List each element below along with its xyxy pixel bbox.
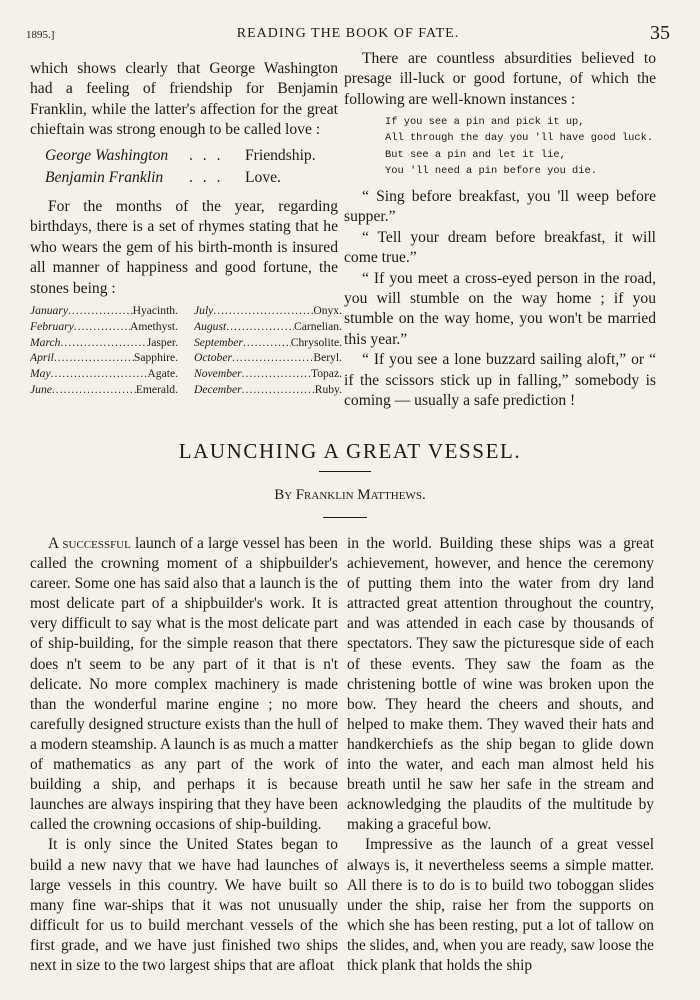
birthstone-stone: Agate. (147, 367, 178, 381)
leader-dots (60, 335, 146, 351)
birthstone-stone: Chrysolite. (290, 335, 342, 349)
leader-dots (213, 303, 313, 319)
friendship-value: Friendship. (245, 147, 316, 164)
birthstone-table (30, 303, 342, 398)
birthstone-stone: Sapphire. (133, 351, 178, 365)
saying: “ Sing before breakfast, you 'll weep before supper.” (344, 188, 656, 226)
birthstone-stone: Beryl. (313, 351, 342, 365)
birthstone-month: July (194, 304, 214, 317)
absurdities-intro: There are countless absurdities believed to presage ill-luck or good fortune, of which the following are well-known instances : (344, 50, 656, 108)
friendship-row (45, 145, 325, 167)
birthstone-month: April (30, 351, 54, 365)
saying: “ Tell your dream before breakfast, it will come true.” (344, 228, 656, 267)
birthstone-cell (194, 319, 342, 335)
birthstone-row (30, 303, 342, 319)
byline-rule (323, 517, 367, 518)
upper-right-intro (344, 49, 656, 110)
birthstone-stone: Jasper. (146, 335, 178, 349)
birthstone-cell (194, 303, 342, 319)
article-title: LAUNCHING A GREAT VESSEL. (178, 439, 522, 463)
leader-dots (242, 366, 311, 382)
birthstone-cell (30, 319, 178, 335)
header-title: READING THE BOOK OF FATE. (236, 26, 460, 41)
pin-rhyme (385, 114, 653, 180)
birthstone-intro: For the months of the year, regarding birthdays, there is a set of rhymes stating that he who wears the gem of his birth-month is insured all manner of happiness and good fortune, the stones being : (30, 198, 338, 297)
birthstone-cell (30, 350, 178, 366)
birthstone-cell (30, 366, 178, 382)
title-rule (319, 471, 371, 472)
friendship-dots: . . . (189, 169, 224, 186)
lead-caps: A successful (48, 535, 131, 552)
friendship-value: Love. (245, 169, 281, 186)
poem-line: If you see a pin and pick it up, (385, 116, 585, 128)
birthstone-month: November (194, 367, 242, 381)
birthstone-row (30, 382, 342, 398)
birthstone-row (30, 335, 342, 351)
poem-line: You 'll need a pin before you die. (385, 165, 598, 178)
birthstone-stone: Hyacinth. (132, 304, 178, 317)
birthstone-month: October (194, 351, 232, 365)
birthstone-month: December (194, 382, 242, 396)
author-name: Franklin Matthews. (295, 487, 426, 503)
leader-dots (54, 350, 134, 366)
running-header (26, 22, 670, 50)
header-date: 1895.] (26, 29, 55, 41)
birthstone-cell (194, 350, 342, 366)
article-column-right (347, 534, 654, 976)
birthstone-stone: Emerald. (135, 382, 178, 396)
birthstone-stone: Carnelian. (294, 319, 342, 333)
leader-dots (232, 350, 313, 366)
article-paragraph (30, 534, 338, 835)
friendship-name: George Washington (45, 147, 169, 164)
sayings-block (344, 187, 656, 411)
birthstone-month: May (30, 367, 51, 381)
friendship-row (45, 167, 325, 189)
birthstone-row (30, 319, 342, 335)
birthstone-cell (194, 382, 342, 398)
birthstone-month: March (30, 335, 61, 349)
birthstone-month: February (30, 319, 74, 333)
article-column-left (30, 534, 338, 976)
leader-dots (226, 319, 294, 335)
birthstone-month: September (194, 335, 243, 349)
leader-dots (242, 382, 315, 398)
paragraph-text: launch of a large vessel has been called the crowning moment of a shipbuilder's career. Some one has said also that a launch is the most delicate part of a shipbuilder's work. It is very difficult to say what is the most delicate part of ship-building, for the simple reason that there does n't seem to be any part of it that is n't delicate. No more complex machinery is made than the wonderful marine engine ; no more carefully designed structure exists than the hull of a modern steamship. A launch is as much a matter of mathematics as any part of the work of building a ship, and perhaps it is because launches are always inspiring that they have been called the crowning occasions of ship-building. (30, 535, 338, 834)
birthstone-stone: Onyx. (313, 304, 342, 317)
birthstone-cell (30, 335, 178, 351)
upper-left-para2 (30, 197, 338, 299)
leader-dots (68, 303, 133, 319)
upper-left-para1 (30, 59, 338, 141)
page-number: 35 (650, 22, 670, 44)
birthstone-stone: Amethyst. (130, 319, 178, 333)
leader-dots (243, 335, 291, 351)
birthstone-cell (30, 382, 178, 398)
birthstone-row (30, 350, 342, 366)
birthstone-month: January (30, 304, 68, 317)
leader-dots (52, 382, 136, 398)
birthstone-month: June (30, 382, 52, 396)
birthstone-stone: Ruby. (314, 382, 342, 396)
byline (0, 487, 700, 504)
birthstone-month: August (194, 319, 227, 333)
poem-line: But see a pin and let it lie, (385, 148, 566, 161)
poem-line: All through the day you 'll have good luck. (385, 132, 654, 145)
birthstone-cell (30, 303, 178, 319)
article-paragraph: in the world. Building these ships was a great achievement, however, and hence the ceremony of putting them into the water from dry land attracted great attention throughout the country, and was attended in each case by thousands of spectators. They saw the picturesque side of each of these events. They saw the foam as the christening bottle of wine was broken upon the bow. They heard the cheers and shouts, and helped to make them. They waved their hats and handkerchiefs as the ship began to glide down into the water, and each man almost held his breath until he saw her safe in the stream and acknowledging the plaudits of the multitude by making a graceful bow. (347, 535, 654, 834)
birthstone-cell (194, 335, 342, 351)
leader-dots (51, 366, 148, 382)
byline-prefix: By (274, 487, 293, 503)
friendship-table (45, 145, 325, 189)
birthstone-cell (194, 366, 342, 382)
friendship-intro: which shows clearly that George Washington had a feeling of friendship for Benjamin Franklin, while the latter's affection for the great chieftain was strong enough to be called love : (30, 60, 338, 139)
saying: “ If you see a lone buzzard sailing aloft,” or “ if the scissors stick up in falling,” somebody is coming — usually a safe prediction ! (344, 351, 656, 410)
saying: “ If you meet a cross-eyed person in the road, you will stumble on the way home ; if you stumble on the way home, you won't be married this year.” (344, 269, 656, 348)
friendship-dots: . . . (189, 147, 224, 164)
article-paragraph: It is only since the United States began to build a new navy that we have had launches of large vessels in this country. We have built so many fine war-ships that it was not unusually difficult for us to build merchant vessels of the first grade, and we have just finished two ships next in size to the two largest ships that are afloat (30, 836, 338, 974)
friendship-name: Benjamin Franklin (45, 169, 164, 186)
article-paragraph: Impressive as the launch of a great vessel always is, it nevertheless seems a simple matter. All there is to do is to build two toboggan slides under the ship, raise her from the supports on which she has been resting, put a lot of tallow on the slides, and, when you are ready, saw loose the thick plank that holds the ship (347, 836, 654, 974)
birthstone-row (30, 366, 342, 382)
leader-dots (74, 319, 130, 335)
birthstone-stone: Topaz. (310, 367, 342, 381)
